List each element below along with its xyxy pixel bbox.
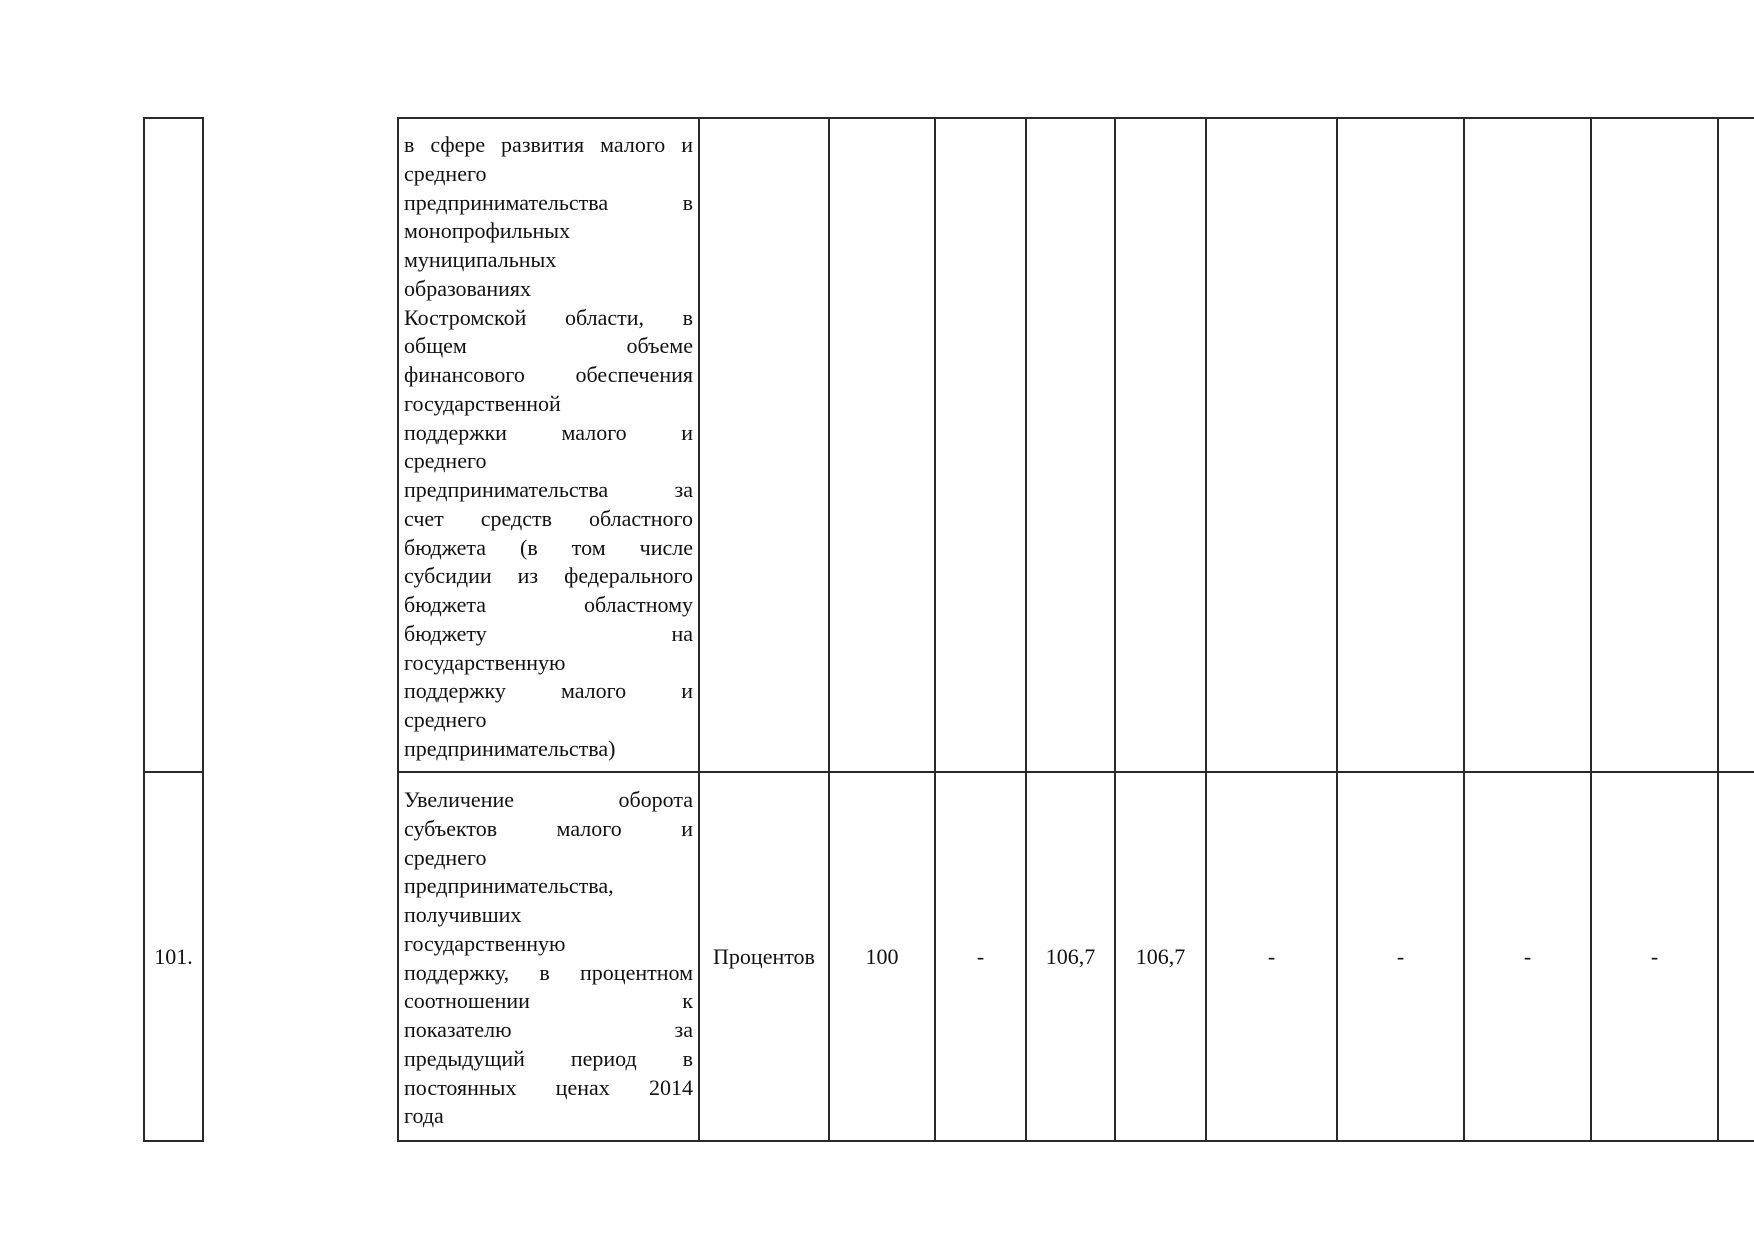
text-line: предпринимательства в — [404, 189, 693, 215]
value-cell: 106,7 — [1045, 943, 1096, 969]
text-line: среднего — [404, 844, 487, 870]
text-line: государственную — [404, 930, 566, 956]
text-line: в сфере развития малого и — [404, 132, 693, 157]
text-line: получивших — [404, 902, 522, 927]
text-line: счет средств областного — [404, 505, 693, 531]
text-line: поддержку малого и — [404, 678, 693, 704]
text-line: бюджета областному — [404, 592, 693, 617]
text-line: среднего — [404, 448, 487, 474]
text-line: субъектов малого и — [404, 815, 693, 841]
text-line: образованиях — [404, 275, 532, 301]
border — [397, 117, 399, 1142]
text-line: поддержки малого и — [404, 419, 693, 445]
text-line: финансового обеспечения — [404, 362, 693, 387]
text-line: предпринимательства) — [404, 735, 616, 761]
text-line: года — [404, 1103, 444, 1129]
row-description — [404, 786, 693, 1131]
text-line: показателю за — [404, 1017, 693, 1042]
text-line: государственную — [404, 649, 566, 675]
border — [397, 1140, 1754, 1142]
text-line: субсидии из федерального — [404, 563, 693, 589]
value-cell: - — [1396, 943, 1405, 969]
border — [202, 117, 204, 1142]
unit-cell: Процентов — [713, 943, 815, 969]
text-line: предпринимательства, — [404, 873, 614, 899]
text-line: бюджету на — [404, 620, 693, 646]
value-cell: 106,7 — [1135, 943, 1186, 969]
row-number: 101. — [154, 943, 193, 969]
text-line: среднего — [404, 707, 487, 732]
text-line: постоянных ценах 2014 — [404, 1074, 693, 1100]
text-line: Костромской области, в — [404, 304, 693, 330]
text-line: муниципальных — [404, 247, 557, 272]
border — [1717, 117, 1719, 1142]
value-cell: - — [1267, 943, 1276, 969]
text-line: соотношении к — [404, 988, 693, 1014]
value-cell: 100 — [865, 943, 899, 969]
value-cell: - — [1650, 943, 1659, 969]
text-line: общем объеме — [404, 333, 693, 359]
text-line: монопрофильных — [404, 218, 571, 244]
text-line: предыдущий период в — [404, 1045, 693, 1071]
value-cell: - — [976, 943, 985, 969]
text-line: предпринимательства за — [404, 477, 693, 502]
border — [143, 117, 204, 119]
text-line: государственной — [404, 390, 561, 416]
row-description — [404, 131, 693, 764]
border — [143, 1140, 204, 1142]
text-line: бюджета (в том числе — [404, 534, 693, 560]
text-line: Увеличение оборота — [404, 787, 693, 812]
text-line: поддержку, в процентном — [404, 959, 693, 985]
value-cell: - — [1523, 943, 1532, 969]
border — [397, 117, 1754, 119]
text-line: среднего — [404, 160, 487, 186]
